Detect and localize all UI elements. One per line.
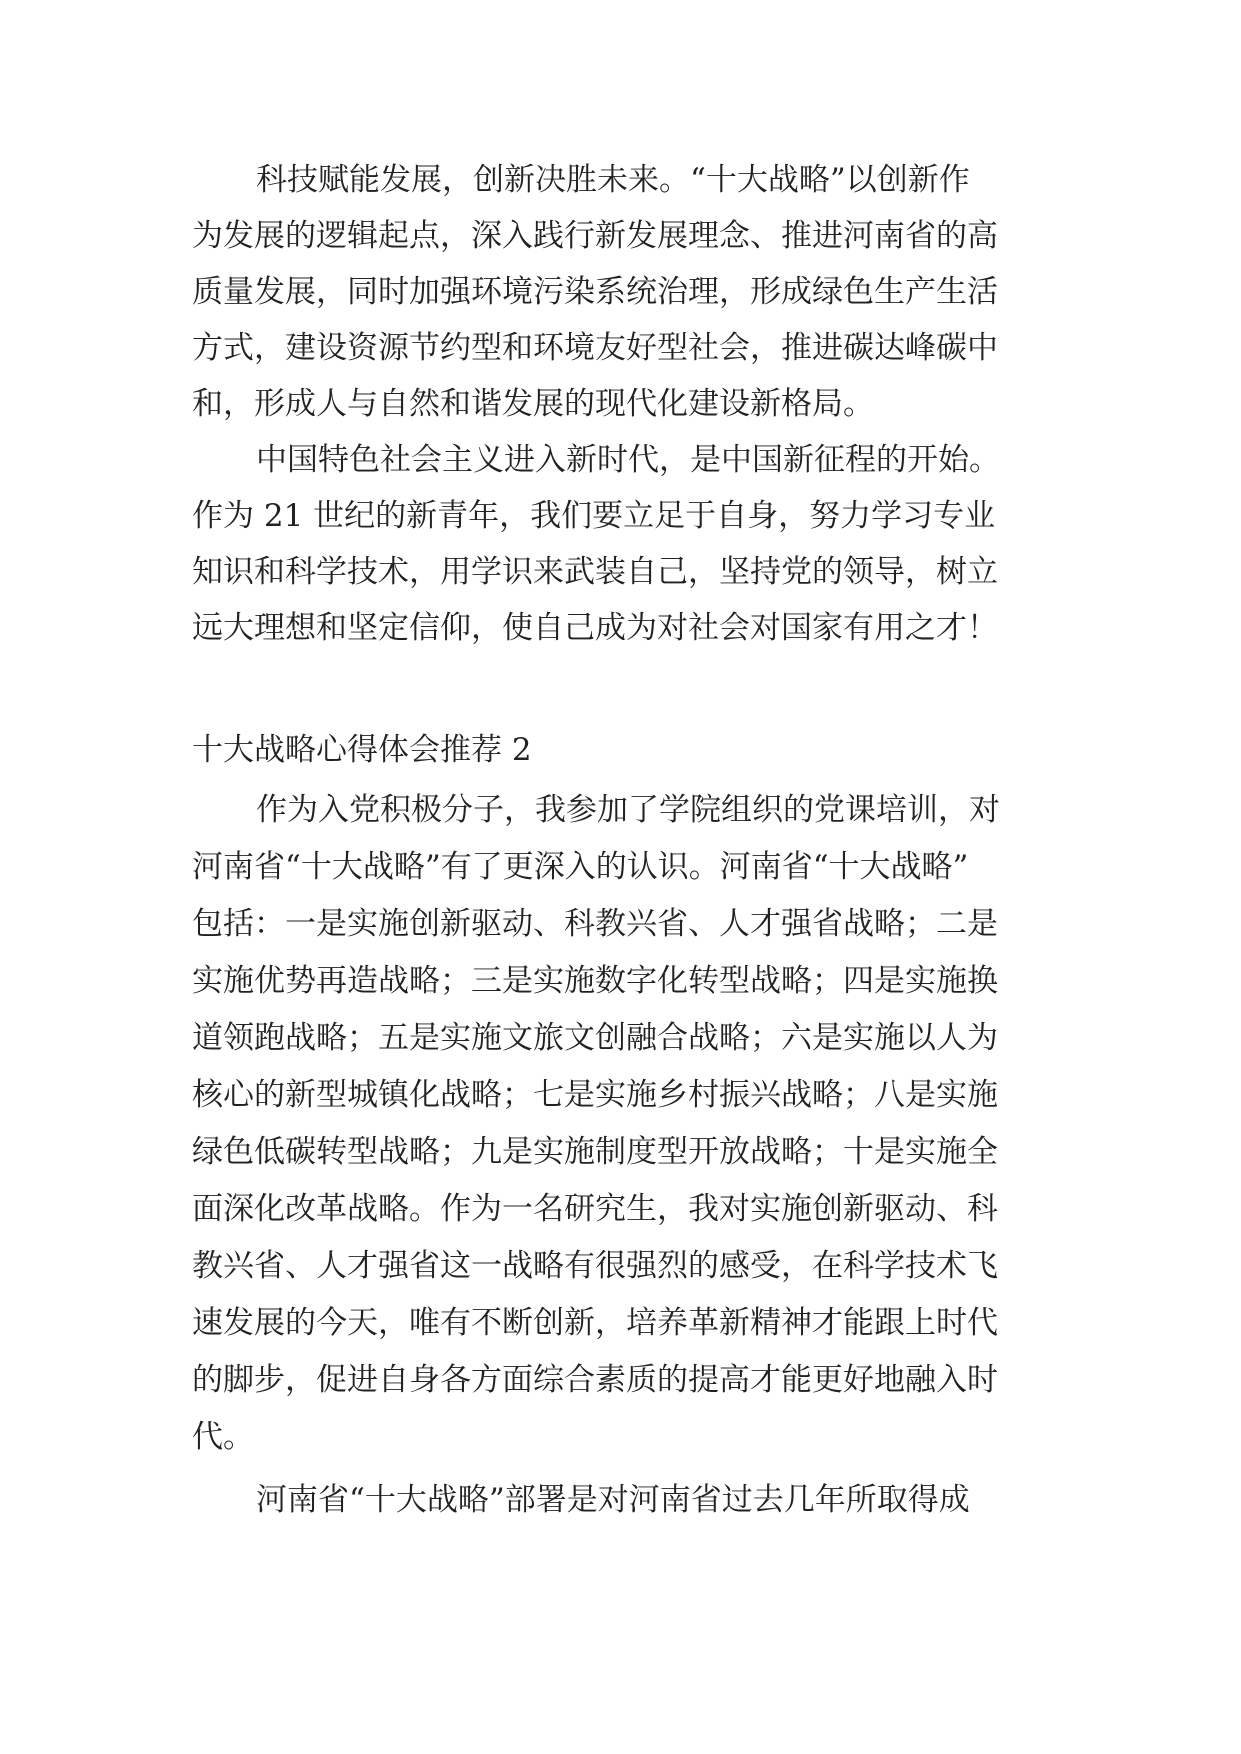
paragraph-line: 河南省“十大战略”部署是对河南省过去几年所取得成	[256, 1482, 970, 1518]
paragraph-line: 实施优势再造战略；三是实施数字化转型战略；四是实施换	[192, 963, 998, 999]
section-heading: 十大战略心得体会推荐 2	[192, 732, 532, 768]
paragraph-line: 面深化改革战略。作为一名研究生，我对实施创新驱动、科	[192, 1191, 998, 1227]
paragraph-line: 绿色低碳转型战略；九是实施制度型开放战略；十是实施全	[192, 1134, 998, 1170]
paragraph-line: 核心的新型城镇化战略；七是实施乡村振兴战略；八是实施	[192, 1077, 998, 1113]
paragraph-line: 速发展的今天，唯有不断创新，培养革新精神才能跟上时代	[192, 1305, 998, 1341]
paragraph-line: 河南省“十大战略”有了更深入的认识。河南省“十大战略”	[192, 849, 969, 885]
paragraph-line: 包括：一是实施创新驱动、科教兴省、人才强省战略；二是	[192, 906, 998, 942]
paragraph-line: 道领跑战略；五是实施文旅文创融合战略；六是实施以人为	[192, 1020, 998, 1056]
paragraph-line: 科技赋能发展，创新决胜未来。“十大战略”以创新作	[256, 162, 970, 198]
paragraph-line: 为发展的逻辑起点，深入践行新发展理念、推进河南省的高	[192, 218, 998, 254]
paragraph-line: 质量发展，同时加强环境污染系统治理，形成绿色生产生活	[192, 274, 998, 310]
paragraph-line: 的脚步，促进自身各方面综合素质的提高才能更好地融入时	[192, 1362, 998, 1398]
paragraph-line: 远大理想和坚定信仰，使自己成为对社会对国家有用之才！	[192, 610, 998, 646]
paragraph-line: 知识和科学技术，用学识来武装自己，坚持党的领导，树立	[192, 554, 998, 590]
paragraph-line: 中国特色社会主义进入新时代，是中国新征程的开始。	[256, 442, 1000, 478]
paragraph-line: 作为入党积极分子，我参加了学院组织的党课培训，对	[256, 792, 1000, 828]
paragraph-line: 代。	[192, 1419, 254, 1455]
paragraph-line: 和，形成人与自然和谐发展的现代化建设新格局。	[192, 386, 874, 422]
paragraph-line: 作为 21 世纪的新青年，我们要立足于自身，努力学习专业	[192, 498, 996, 534]
paragraph-line: 方式，建设资源节约型和环境友好型社会，推进碳达峰碳中	[192, 330, 998, 366]
paragraph-line: 教兴省、人才强省这一战略有很强烈的感受，在科学技术飞	[192, 1248, 998, 1284]
